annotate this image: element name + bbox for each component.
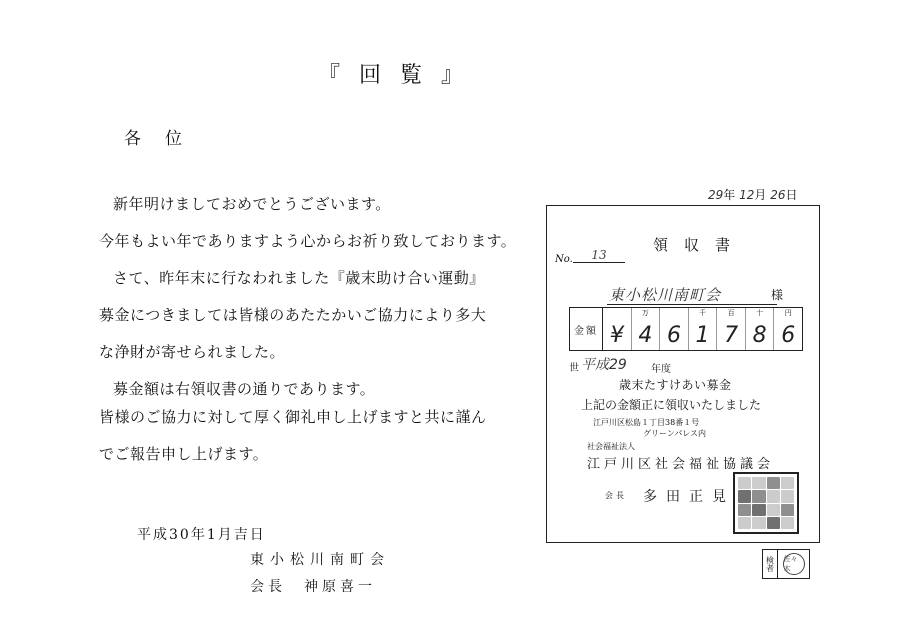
fiscal-year-suffix: 年度	[651, 364, 671, 375]
body-line: 今年もよい年でありますよう心からお祈り致しております。	[99, 232, 517, 250]
amount-digit: 4	[638, 323, 653, 348]
amount-digit-cell	[746, 308, 775, 350]
amount-unit: 万	[641, 309, 649, 317]
official-seal	[733, 472, 799, 534]
amount-digit-cell	[660, 308, 689, 350]
addressee: 各位	[124, 129, 206, 149]
receipt-date-year-unit: 年	[723, 188, 736, 202]
amount-digit: ¥	[609, 323, 624, 348]
amount-digit-cell	[689, 308, 718, 350]
body-line: 募金額は右領収書の通りであります。	[113, 380, 376, 398]
amount-unit: 十	[756, 309, 764, 317]
amount-unit: 百	[727, 309, 735, 317]
amount-digit: 8	[752, 323, 767, 348]
body-line: でご報告申し上げます。	[99, 445, 269, 463]
inspector-stamp-text: 佐々木	[783, 553, 805, 575]
amount-digit-cell	[603, 308, 632, 350]
body-line: 募金につきましては皆様のあたたかいご協力により多大	[99, 306, 487, 324]
amount-digit-cell	[632, 308, 661, 350]
president-label: 会長	[605, 491, 627, 500]
amount-label: 金額	[570, 308, 603, 350]
receipt-date-month: 12	[739, 188, 755, 202]
receipt-payer: 東小松川南町会	[609, 286, 722, 304]
amount-table	[569, 307, 803, 351]
receipt-confirmation: 上記の金額正に領収いたしました	[581, 398, 762, 412]
closing-date: 平成30年1月吉日	[137, 527, 266, 543]
issuer-organization: 江戸川区社会福祉協議会	[587, 457, 775, 472]
receipt-honorific: 様	[771, 288, 784, 302]
receipt-date	[708, 186, 798, 203]
amount-digit-cell	[717, 308, 746, 350]
amount-unit: 千	[699, 309, 707, 317]
amount-digit: 1	[695, 323, 710, 348]
document-title: 『 回 覧 』	[318, 63, 469, 88]
fiscal-year: 平成29	[581, 357, 627, 373]
receipt-date-year: 29	[708, 188, 724, 202]
receipt-date-day-unit: 日	[785, 188, 798, 202]
inspector-label: 検者	[763, 550, 778, 578]
inspector-stamp	[778, 550, 809, 578]
body-line: な浄財が寄せられました。	[99, 343, 286, 361]
body-line: さて、昨年末に行なわれました『歳末助け合い運動』	[113, 269, 485, 287]
receipt-purpose: 歳末たすけあい募金	[619, 378, 732, 392]
amount-digit: 6	[666, 323, 681, 348]
issuer-building: グリーンパレス内	[643, 429, 707, 438]
receipt-date-day: 26	[770, 188, 786, 202]
receipt-title: 領収書	[653, 236, 747, 254]
amount-digit: 7	[724, 323, 739, 348]
closing-signatory: 会長 神原喜一	[250, 579, 376, 595]
president-name: 多田正見	[643, 489, 735, 505]
payer-underline	[607, 304, 777, 305]
issuer-corporation-type: 社会福祉法人	[587, 442, 635, 451]
body-line: 新年明けましておめでとうございます。	[113, 195, 391, 213]
amount-digit: 6	[781, 323, 796, 348]
body-line: 皆様のご協力に対して厚く御礼申し上げますと共に謹ん	[99, 408, 487, 426]
amount-unit: 円	[784, 309, 792, 317]
amount-digit-cell	[774, 308, 802, 350]
inspector-box	[762, 549, 810, 579]
closing-organization: 東小松川南町会	[250, 552, 390, 568]
receipt-number-label: No.	[555, 254, 573, 265]
receipt-date-month-unit: 月	[754, 188, 767, 202]
receipt	[546, 205, 820, 543]
issuer-address: 江戸川区松島１丁目38番１号	[593, 418, 700, 427]
receipt-number-value: 13	[573, 248, 625, 263]
era-label: 世	[569, 363, 579, 374]
